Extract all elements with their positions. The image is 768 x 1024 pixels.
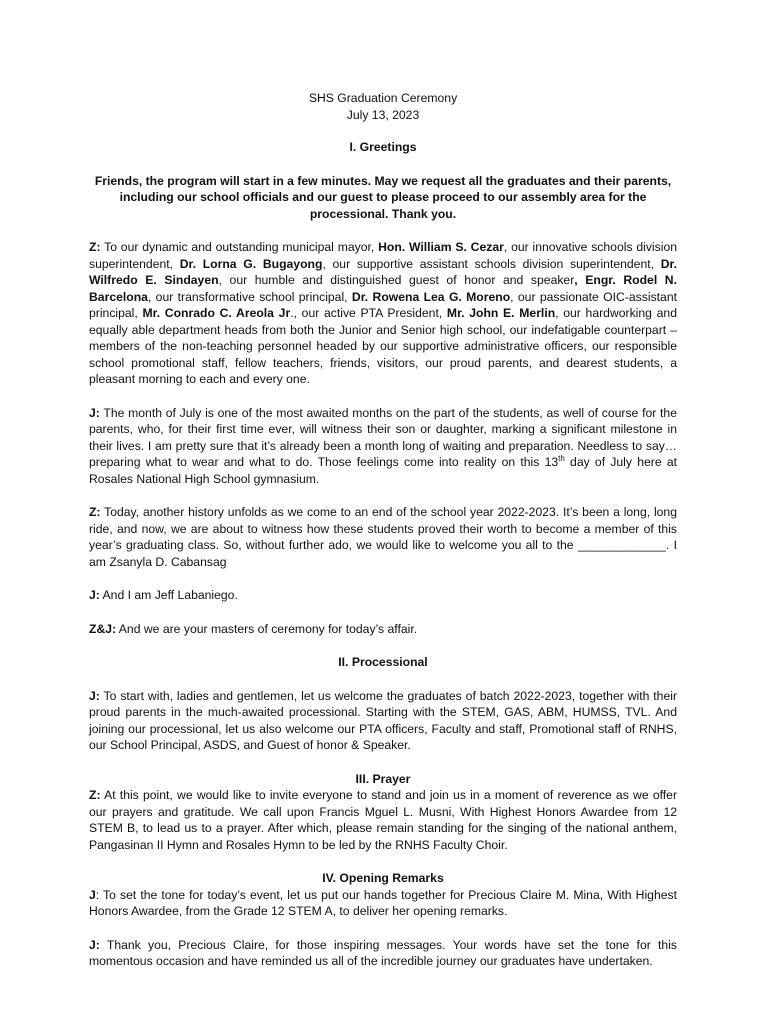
paragraph-z-greeting: Z: To our dynamic and outstanding municipal mayor, Hon. William S. Cezar, our innovative schools division superintendent, Dr. Lorna G. Bugayong, our supportive assistant schools division superintendent, Dr. Wilfredo E. Sindayen, our humble and distinguished guest of honor and speaker, Engr. Rodel N. Barcelona, our transformative school principal, Dr. Rowena Lea G. Moreno, our passionate OIC-assistant principal, Mr. Conrado C. Areola Jr., our active PTA President, Mr. John E. Merlin, our hardworking and equally able department heads from both the Junior and Senior high school, our indefatigable counterpart – members of the non-teaching personnel headed by our supportive administrative officers, our responsible school promotional staff, fellow teachers, friends, visitors, our proud parents, and dearest students, a pleasant morning to each and every one. [89,240,677,386]
speaker-label: J: [89,405,100,420]
document-page [89,90,677,970]
guest-name: Mr. John E. Merlin [446,306,556,320]
guest-name: Dr. Rowena Lea G. Moreno [351,289,511,304]
speaker-label: J [89,887,96,902]
section-heading-greetings: I. Greetings [349,140,417,154]
guest-name: Hon. William S. Cezar [378,240,504,254]
paragraph-j-processional: J: To start with, ladies and gentlemen, let us welcome the graduates of batch 2022-2023, together with their proud parents in the much-awaited processional. Starting with the STEM, GAS, ABM, HUMSS, TVL. And joining our processional, let us also welcome our PTA officers, Faculty and staff, Promotional staff of RNHS, our School Principal, ASDS, and Guest of honor & Speaker. [89,688,677,752]
paragraph-j-opening: J: To set the tone for today’s event, let us put our hands together for Precious Claire M. Mina, With Highest Honors Awardee, from the Grade 12 STEM A, to deliver her opening remarks. [89,887,677,918]
speaker-label: Z: [89,505,101,519]
document-title: SHS Graduation Ceremony [308,91,458,105]
paragraph-z-prayer: Z: At this point, we would like to invite everyone to stand and join us in a moment of reverence as we offer our prayers and gratitude. We call upon Francis Mguel L. Musni, With Highest Honors Awardee from 12 STEM B, to lead us to a prayer. After which, please remain standing for the singing of the national anthem, Pangasinan II Hymn and Rosales Hymn to be led by the RNHS Faculty Choir. [89,788,677,852]
paragraph-zj-masters: Z&J: And we are your masters of ceremony for today’s affair. [89,621,418,636]
speaker-label: J: [89,688,100,703]
paragraph-j-name: J: And I am Jeff Labaniego. [89,588,238,602]
paragraph-z-history: Z: Today, another history unfolds as we come to an end of the school year 2022-2023. It’s been a long, long ride, and now, we are about to witness how these students proved their worth to become a member of this year’s graduating class. So, without further ado, we would like to welcome you all to the _____________. I am Zsanyla D. Cabansag [89,505,677,569]
guest-name: Mr. Conrado C. Areola Jr [142,306,291,320]
speaker-label: Z&J: [89,621,117,636]
guest-name: Dr. Lorna G. Bugayong [179,256,323,271]
section-heading-opening-remarks: IV. Opening Remarks [322,871,444,885]
speaker-label: J: [89,937,100,952]
speaker-label: J: [89,588,100,602]
section-heading-prayer: III. Prayer [355,771,411,786]
guest-name: , Engr. Rodel N. Barcelona [89,273,677,304]
speaker-label: Z: [89,240,101,254]
guest-name: Dr. Wilfredo E. Sindayen [89,256,677,287]
section-heading-processional: II. Processional [338,655,428,669]
paragraph-j-july: J: The month of July is one of the most awaited months on the part of the students, as well of course for the parents, who, for their first time ever, will witness their son or daughter, marking a significant milestone in their lives. I am pretty sure that it’s already been a month long of waiting and preparation. Needless to say…preparing what to wear and what to do. Those feelings come into reality on this 13th day of July here at Rosales National High School gymnasium. [89,405,677,486]
document-date: July 13, 2023 [346,107,420,122]
greetings-intro: Friends, the program will start in a few minutes. May we request all the graduates and their parents, including our school officials and our guest to please proceed to our assembly area for the processional. Thank you. [94,173,672,221]
speaker-label: Z: [89,788,101,802]
paragraph-j-thanks: J: Thank you, Precious Claire, for those inspiring messages. Your words have set the tone for this momentous occasion and have reminded us all of the incredible journey our graduates have undertaken. [89,937,677,968]
